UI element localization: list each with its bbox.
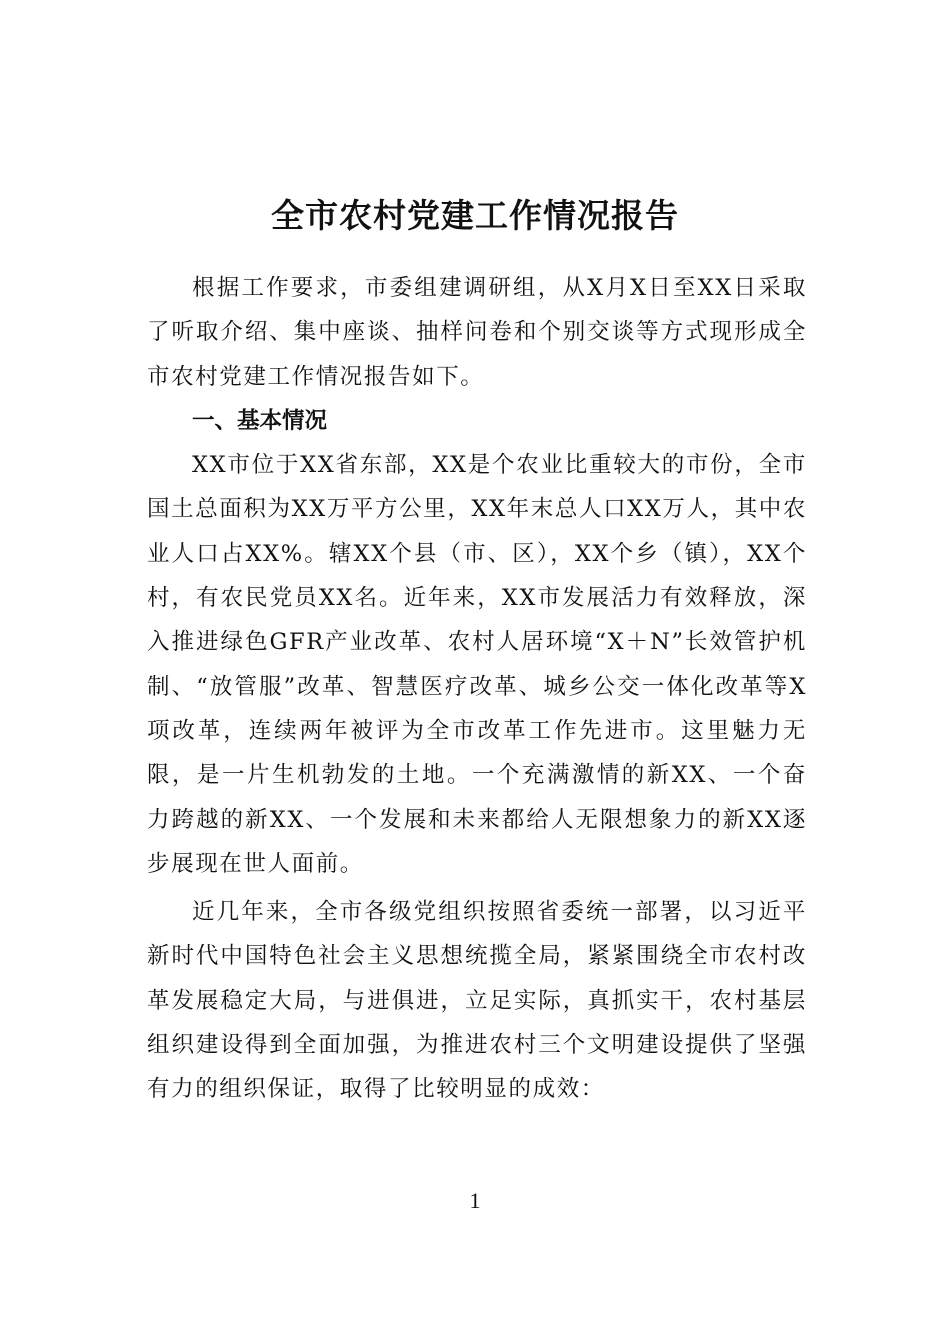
intro-paragraph: 根据工作要求，市委组建调研组，从X月X日至XX日采取了听取介绍、集中座谈、抽样问卷和个别交谈等方式现形成全市农村党建工作情况报告如下。	[147, 275, 807, 390]
page-number: 1	[469, 1188, 481, 1213]
document-body	[147, 266, 807, 1112]
document-title: 全市农村党建工作情况报告	[271, 196, 679, 236]
body-paragraph: 近几年来，全市各级党组织按照省委统一部署，以习近平新时代中国特色社会主义思想统揽全局，紧紧围绕全市农村改革发展稳定大局，与进俱进，立足实际，真抓实干，农村基层组织建设得到全面加强，为推进农村三个文明建设提供了坚强有力的组织保证，取得了比较明显的成效：	[147, 899, 807, 1103]
section-heading: 一、基本情况	[192, 407, 328, 434]
body-paragraph: XX市位于XX省东部，XX是个农业比重较大的市份，全市国土总面积为XX万平方公里，XX年末总人口XX万人，其中农业人口占XX%。辖XX个县（市、区），XX个乡（镇），XX个村，有农民党员XX名。近年来，XX市发展活力有效释放，深入推进绿色GFR产业改革、农村人居环境“X＋N”长效管护机制、“放管服”改革、智慧医疗改革、城乡公交一体化改革等X项改革，连续两年被评为全市改革工作先进市。这里魅力无限，是一片生机勃发的土地。一个充满激情的新XX、一个奋力跨越的新XX、一个发展和未来都给人无限想象力的新XX逐步展现在世人面前。	[147, 452, 808, 877]
